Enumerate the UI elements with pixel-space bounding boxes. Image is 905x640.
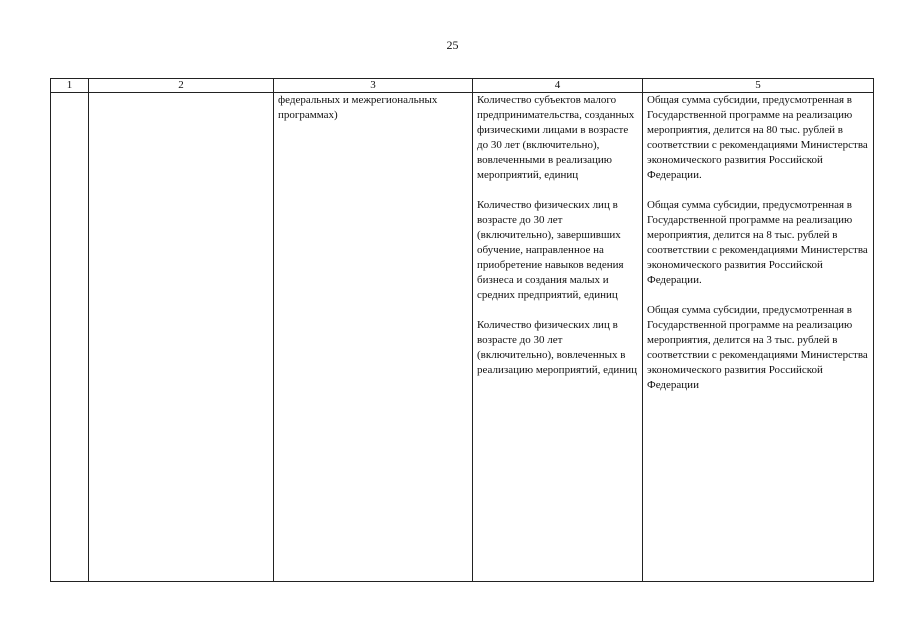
program-text: федеральных и межрегиональных программах) xyxy=(278,94,438,121)
method-text-1: Общая сумма субсидии, предусмотренная в Государственной программе на реализацию мероприятия, делится на 80 тыс. рублей в соответствии с рекомендациями Министерства экономического развития Российской Федерации. xyxy=(647,94,868,181)
page-number: 25 xyxy=(446,38,459,52)
document-table xyxy=(50,78,874,582)
cell-col1 xyxy=(51,93,89,582)
column-header-1: 1 xyxy=(51,79,89,93)
cell-col2 xyxy=(89,93,274,582)
cell-col4 xyxy=(473,93,643,582)
method-text-3: Общая сумма субсидии, предусмотренная в Государственной программе на реализацию мероприятия, делится на 3 тыс. рублей в соответствии с рекомендациями Министерства экономического развития Российской Федерации xyxy=(647,304,868,391)
table-header-row xyxy=(51,79,874,93)
cell-col3 xyxy=(274,93,473,582)
indicator-text-2: Количество физических лиц в возрасте до 30 лет (включительно), завершивших обучение, направленное на приобретение навыков ведения бизнеса и создания малых и средних предприятий, единиц xyxy=(477,199,624,301)
cell-col5 xyxy=(643,93,874,582)
column-header-3: 3 xyxy=(274,79,473,93)
indicator-text-1: Количество субъектов малого предпринимательства, созданных физическими лицами в возрасте до 30 лет (включительно), вовлеченными в реализацию мероприятий, единиц xyxy=(477,94,635,181)
table-row xyxy=(51,93,874,582)
column-header-2: 2 xyxy=(89,79,274,93)
method-text-2: Общая сумма субсидии, предусмотренная в Государственной программе на реализацию мероприятия, делится на 8 тыс. рублей в соответствии с рекомендациями Министерства экономического развития Российской Федерации. xyxy=(647,199,868,286)
indicator-text-3: Количество физических лиц в возрасте до 30 лет (включительно), вовлеченных в реализацию мероприятий, единиц xyxy=(477,319,637,376)
column-header-5: 5 xyxy=(643,79,874,93)
column-header-4: 4 xyxy=(473,79,643,93)
